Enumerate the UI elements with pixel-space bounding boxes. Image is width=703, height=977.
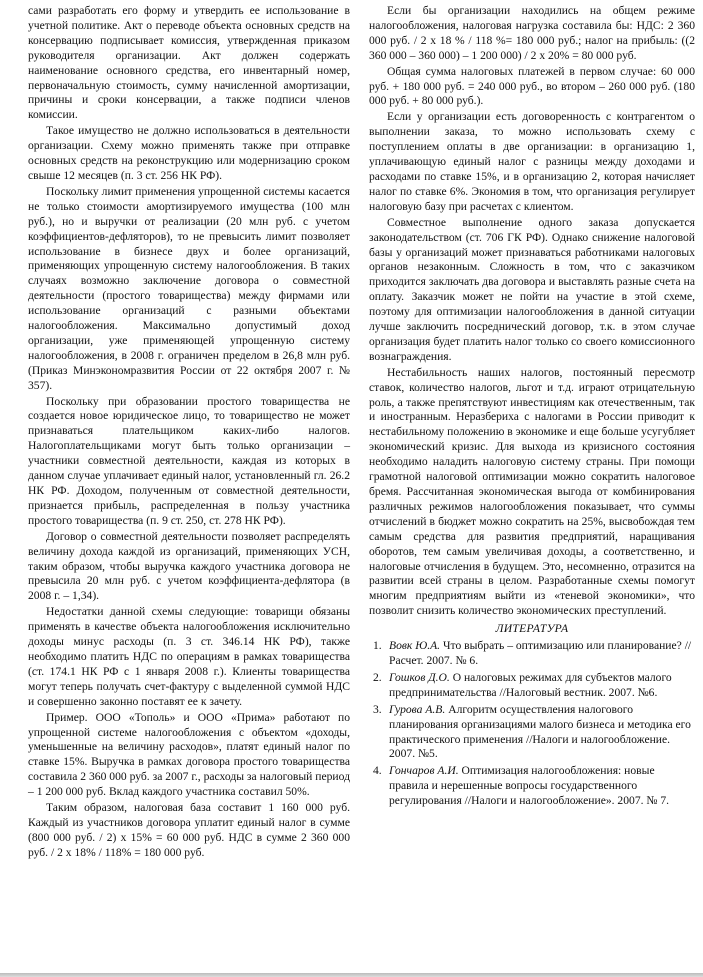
paragraph: Такое имущество не должно использоваться в деятельности организации. Схему можно применять также при отправке основных средств на реконструкцию или модернизацию сроком свыше 12 месяцев (п. 3 ст. 256 НК РФ). <box>28 124 350 182</box>
paragraph: Пример. ООО «Тополь» и ООО «Прима» работают по упрощенной системе налогообложения с объектом «доходы, уменьшенные на величину расходов», платят единый налог по ставке 15%. Выручка в рамках договора простого товарищества составила 2 360 000 руб. за 2007 г., расходы за налоговый период – 1 200 000 руб. Вклад каждого участника составил 50%. <box>28 710 350 799</box>
paragraph: Таким образом, налоговая база составит 1 160 000 руб. Каждый из участников договора уплатит единый налог в сумме (800 000 руб. / 2) x 15% = 60 000 руб. НДС в сумме 2 360 000 руб. / 2 x 18% / 118% = 180 000 руб. <box>28 801 350 859</box>
reference-author: Гончаров А.И. <box>389 764 459 778</box>
reference-author: Вовк Ю.А. <box>389 639 441 653</box>
reference-number: 2. <box>373 670 382 684</box>
paragraph: Поскольку лимит применения упрощенной системы касается не только стоимости амортизируемого имущества (100 млн руб.), но и выручки от реализации (20 млн руб. с учетом коэффициентов-дефляторов), то не превысить лимит позволяет использование в бизнесе двух и более организаций, применяющих упрощенную систему налогообложения. В таких случаях возможно заключение договора о совместной деятельности (простого товарищества) между фирмами или использование организаций с разными объектами налогообложения. Максимально допустимый доход организации, уже применяющей упрощенную систему налогообложения, в 2008 г. ограничен пределом в 26,8 млн руб. (Приказ Минэкономразвития России от 22 октября 2007 г. № 357). <box>28 184 350 392</box>
paragraph: Если бы организации находились на общем режиме налогообложения, налоговая нагрузка составила бы: НДС: 2 360 000 руб. / 2 x 18 % / 118 %= 180 000 руб.; налог на прибыль: ((2 360 000 – 360 000) – 1 200 000) / 2 x 20% = 80 000 руб. <box>369 4 695 62</box>
paragraph: Поскольку при образовании простого товарищества не создается новое юридическое лицо, то товарищество не может признаваться плательщиком каких-либо налогов. Налогоплательщиками могут быть только организации – участники совместной деятельности, каждая из которых в данном случае уплачивает единый налог, установленный гл. 26.2 НК РФ. Доходом, полученным от совместной деятельности, признается прибыль, распределенная в пользу участника простого товарищества (п. 9 ст. 250, ст. 278 НК РФ). <box>28 394 350 527</box>
right-column <box>369 4 695 977</box>
reference-list <box>369 639 695 809</box>
reference-text: Оптимизация налогообложения: новые правила и нерешенные вопросы государственного регулирования //Налоги и налогообложение». 2007. № 7. <box>389 764 670 808</box>
paragraph: Совместное выполнение одного заказа допускается законодательством (ст. 706 ГК РФ). Однако снижение налоговой базы у организаций может признаваться работниками налоговых органов незаконным. Сложность в том, что с заказчиком приходится заключать два договора и выставлять разные счета на оплату. Заказчик может не пойти на участие в этой схеме, поэтому для оптимизации налогообложения в данной ситуации лучше заключить посреднический договор, т.к. в этом случае организация будет платить налог только со своего комиссионного вознаграждения. <box>369 215 695 363</box>
reference-number: 1. <box>373 639 382 653</box>
literature-heading: ЛИТЕРАТУРА <box>495 622 569 636</box>
reference-text: Что выбрать – оптимизацию или планирование? //Расчет. 2007. № 6. <box>389 639 692 667</box>
left-column <box>28 4 350 977</box>
reference-text: О налоговых режимах для субъектов малого предпринимательства //Налоговый вестник. 2007. №6. <box>389 670 672 699</box>
reference-number: 4. <box>373 764 382 778</box>
reference-number: 3. <box>373 702 382 716</box>
reference-author: Гошков Д.О. <box>389 670 450 684</box>
page-bottom-edge <box>0 971 703 977</box>
paragraph: сами разработать его форму и утвердить ее использование в учетной политике. Акт о переводе объекта основных средств на консервацию подписывает комиссия, утвержденная приказом руководителя организации. Акт должен содержать наименование основного средства, его инвентарный номер, первоначальную стоимость, сумму начисленной амортизации, причины и сроки консервации, а также подписи членов комиссии. <box>28 4 350 122</box>
paragraph: Общая сумма налоговых платежей в первом случае: 60 000 руб. + 180 000 руб. = 240 000 руб., во втором – 260 000 руб. (180 000 руб. + 80 000 руб.). <box>369 64 695 108</box>
reference-text: Алгоритм осуществления налогового планирования организациями малого бизнеса и методика его практического применения //Налоги и налогообложение. 2007. №5. <box>389 702 691 761</box>
reference-item <box>369 764 695 809</box>
reference-item <box>369 671 695 701</box>
paragraph: Договор о совместной деятельности позволяет распределять величину дохода каждой из организаций, применяющих УСН, таким образом, чтобы выручка каждого участника договора не превысила 20 млн руб. с учетом коэффициента-дефлятора (в 2008 г. – 1,34). <box>28 529 350 603</box>
reference-item <box>369 703 695 763</box>
reference-author: Гурова А.В. <box>389 702 446 716</box>
paragraph: Недостатки данной схемы следующие: товарищи обязаны применять в качестве объекта налогообложения исключительно доходы минус расходы (п. 3 ст. 346.14 НК РФ), также необходимо платить НДС по операциям в рамках товарищества (ст. 174.1 НК РФ с 1 января 2008 г.). Клиенты товарищества могут теперь получать счет-фактуру с выделенной суммой НДС и совершенно законно поставят ее к зачету. <box>28 605 350 708</box>
paragraph: Если у организации есть договоренность с контрагентом о выполнении заказа, то можно использовать схему с поступлением оплаты в две организации: в организацию 1, уплачивающую единый налог с разницы между доходами и расходами по ставке 15%, и в организацию 2, которая начисляет налог по ставке 6%. Экономия в том, что организация регулирует налоговую базу при расчетах с клиентом. <box>369 110 695 213</box>
paragraph: Нестабильность наших налогов, постоянный пересмотр ставок, количество налогов, льгот и т.д. играют отрицательную роль, а также препятствуют инвестициям как отечественным, так и иностранным. Неразбериха с налогами в России приводит к нестабильному положению в экономике и еще больше усугубляет экономический кризис. Для выхода из кризисного состояния необходимо наладить налоговую систему страны. При помощи грамотной налоговой оптимизации можно сократить налоговое бремя. Рассчитанная экономическая выгода от комбинирования различных режимов налогообложения показывает, что суммы отчислений в бюджет можно сократить на 25%, высвобождая тем самым средства для развития предприятий, наращивания оборотов, тем самым увеличивая доходы, а соответственно, и налоговые отчисления в будущем. Это, несомненно, отразится на развитии всей страны в целом. Разработанные схемы помогут многим предприятиям выйти из «теневой экономики», что позволит снизить количество экономических преступлений. <box>369 365 695 618</box>
reference-item <box>369 639 695 669</box>
